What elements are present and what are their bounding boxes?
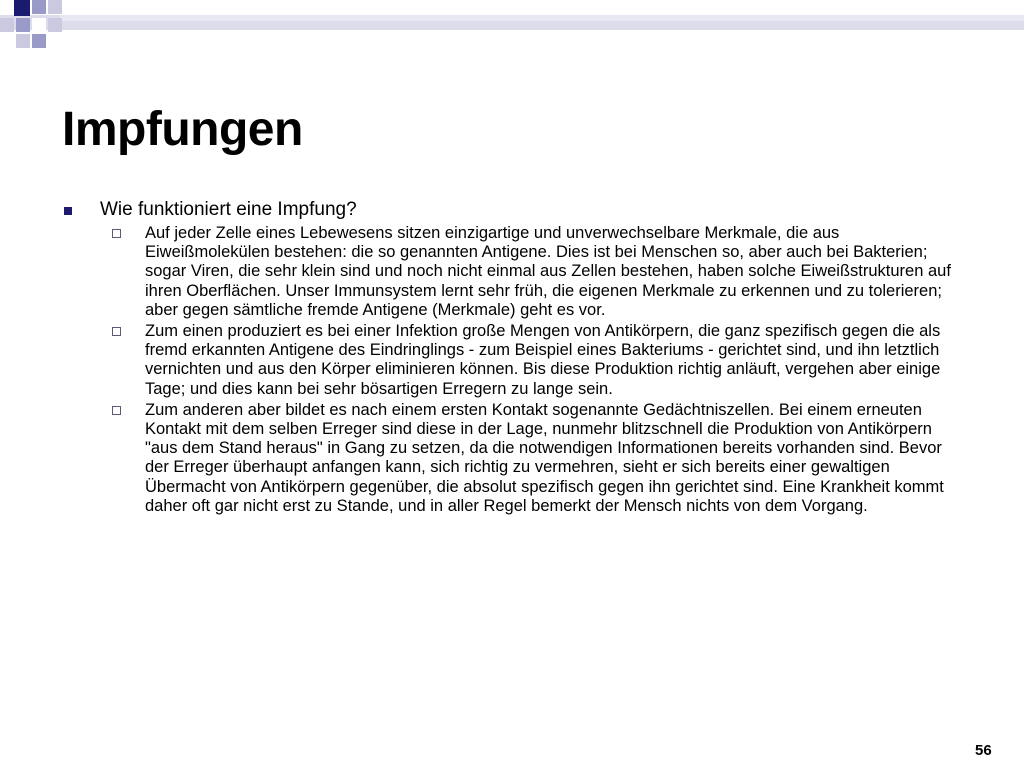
bullet-text: Wie funktioniert eine Impfung? [100, 199, 357, 220]
slide-content [62, 198, 967, 518]
sub-bullet-item [62, 401, 967, 516]
hollow-square-bullet-icon [112, 327, 121, 336]
sub-bullet-text: Auf jeder Zelle eines Lebewesens sitzen einzigartige und unverwechselbare Merkmale, die aus Eiweißmolekülen bestehen: die so genannten Antigene. Dies ist bei Menschen so, aber auch bei Bakterien; sogar Viren, die sehr klein sind und noch nicht einmal aus Zellen bestehen, haben solche Eiweißstrukturen auf ihren Oberflächen. Unser Immunsystem lernt sehr früh, die eigenen Merkmale zu erkennen und zu tolerieren; aber gegen sämtliche fremde Antigene (Merkmale) geht es vor. [145, 224, 951, 319]
square-bullet-icon [64, 207, 72, 215]
page-number: 56 [975, 742, 992, 759]
bullet-item [62, 198, 967, 222]
sub-bullet-text: Zum einen produziert es bei einer Infektion große Mengen von Antikörpern, die ganz spezifisch gegen die als fremd erkannten Antigene des Eindringlings - zum Beispiel eines Bakteriums - gerichtet sind, und ihn letztlich vernichten und aus den Körper eliminieren können. Bis diese Produktion richtig anläuft, vergehen aber einige Tage; und dies kann bei sehr bösartigen Erregern zu lange sein. [145, 322, 941, 398]
sub-bullet-item [62, 224, 967, 320]
sub-bullet-text: Zum anderen aber bildet es nach einem ersten Kontakt sogenannte Gedächtniszellen. Bei einem erneuten Kontakt mit dem selben Erreger sind diese in der Lage, nunmehr blitzschnell die Produktion von Antikörpern "aus dem Stand heraus" in Gang zu setzen, da die notwendigen Informationen bereits vorhanden sind. Bevor der Erreger überhaupt anfangen kann, sich richtig zu vermehren, sieht er sich bereits einer gewaltigen Übermacht von Antikörpern gegenüber, die absolut spezifisch gegen ihn gerichtet sind. Eine Krankheit kommt daher oft gar nicht erst zu Stande, und in aller Regel bemerkt der Mensch nichts von dem Vorgang. [145, 400, 944, 515]
slide-title: Impfungen [62, 103, 303, 156]
hollow-square-bullet-icon [112, 229, 121, 238]
sub-bullet-item [62, 322, 967, 399]
corner-decoration [0, 0, 1024, 60]
hollow-square-bullet-icon [112, 406, 121, 415]
